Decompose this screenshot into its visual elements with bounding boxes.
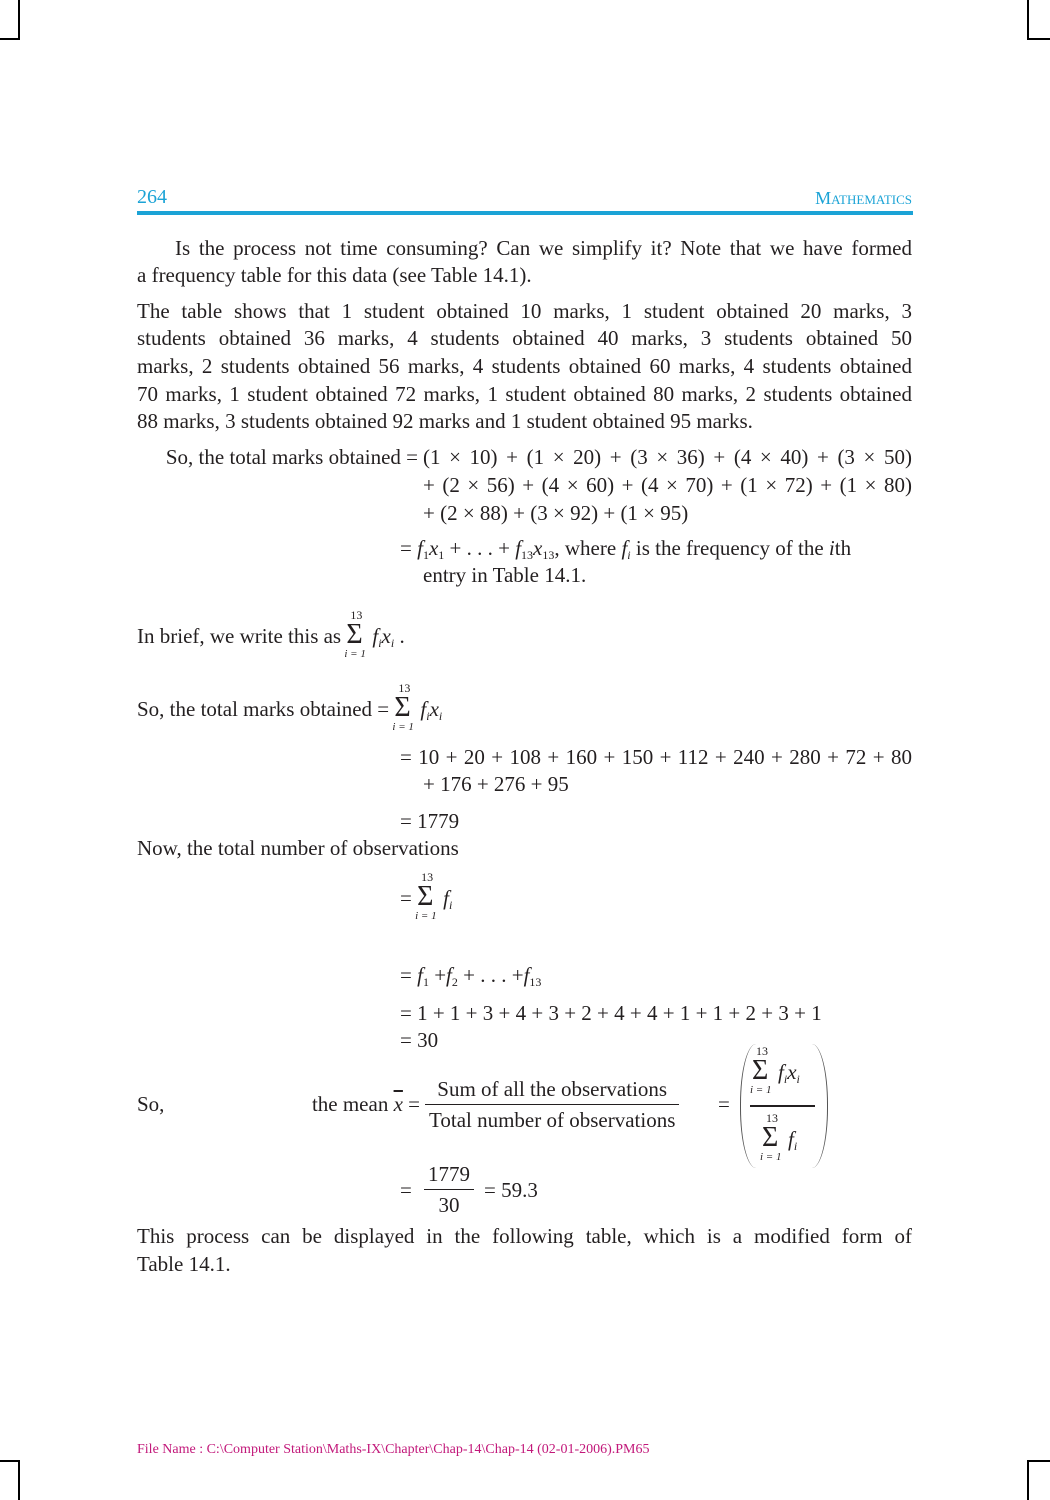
paragraph-line: a frequency table for this data (see Table 14.1). (137, 263, 532, 287)
crop-mark (18, 0, 20, 40)
crop-mark (1027, 0, 1029, 40)
page-number: 264 (137, 186, 167, 208)
general-sum-line: entry in Table 14.1. (423, 563, 587, 587)
so-label: So, (137, 1092, 165, 1116)
observations-sum: = Σ 13 i = 1 $f_i$ (400, 870, 453, 922)
header-rule (137, 211, 913, 215)
equation-line: + (2 × 56) + (4 × 60) + (4 × 70) + (1 × 72) + (1 × 80) (423, 473, 912, 497)
sigma-icon: Σ 13 i = 1 (750, 1044, 772, 1096)
mean-fraction: $\frac{\text{Sum of all the observations}}{\text{Total number of observations}}$ (425, 1074, 679, 1135)
brief-line: In brief, we write this as Σ 13 i = 1 $f_ix_i$ . (137, 608, 405, 660)
crop-mark (18, 1460, 20, 1500)
sigma-icon: Σ 13 i = 1 (760, 1111, 782, 1163)
running-title: Mathematics (815, 188, 912, 208)
equation-line: = 1 + 1 + 3 + 4 + 3 + 2 + 4 + 4 + 1 + 1 + 2 + 3 + 1 (400, 1001, 822, 1025)
observations-expansion: = $f_1 +f_2$ + . . . $+f_{13}$ (400, 963, 542, 989)
equation-line: + (2 × 88) + (3 × 92) + (1 × 95) (423, 501, 689, 525)
equation-line: = 10 + 20 + 108 + 160 + 150 + 112 + 240 + 280 + 72 + 80 (400, 745, 912, 769)
sigma-icon: Σ 13 i = 1 (415, 870, 437, 922)
paragraph-line: students obtained 36 marks, 4 students obtained 40 marks, 3 students obtained 50 (137, 326, 912, 350)
crop-mark (1027, 38, 1050, 40)
crop-mark (1027, 1460, 1029, 1500)
observations-label: Now, the total number of observations (137, 836, 459, 860)
fraction-bar (750, 1105, 815, 1107)
general-sum-line: = $f_1x_1$ + . . . + $f_{13}x_{13}$, where $f_i$ is the frequency of the ith (400, 536, 852, 562)
paragraph-line: marks, 2 students obtained 56 marks, 4 students obtained 60 marks, 4 students obtained (137, 354, 912, 378)
result-fraction: $\frac{1779}{30}$ (424, 1159, 474, 1220)
sigma-f: Σ 13 i = 1 $f_i$ (760, 1111, 798, 1163)
equation-line: = 30 (400, 1028, 439, 1052)
equation-line: + 176 + 276 + 95 (423, 772, 569, 796)
sigma-icon: Σ 13 i = 1 (392, 681, 414, 733)
equals: = (718, 1092, 730, 1116)
result-value: = 59.3 (484, 1178, 538, 1202)
crop-mark (0, 1460, 20, 1462)
equation-line: (1 × 10) + (1 × 20) + (3 × 36) + (4 × 40) + (3 × 50) (423, 445, 912, 469)
mean-label: the mean $\overline{x}$ = (311, 1092, 420, 1116)
crop-mark (1027, 1460, 1050, 1462)
total2-line: So, the total marks obtained = Σ 13 i = 1 $f_ix_i$ (137, 681, 443, 733)
paragraph-line: Is the process not time consuming? Can we simplify it? Note that we have formed (175, 236, 912, 260)
crop-mark (0, 38, 20, 40)
paragraph-line: The table shows that 1 student obtained 10 marks, 1 student obtained 20 marks, 3 (137, 299, 912, 323)
paragraph-line: Table 14.1. (137, 1252, 231, 1276)
equation-line: = 1779 (400, 809, 460, 833)
result-eq: = (400, 1178, 412, 1202)
footer-file-name: File Name : C:\Computer Station\Maths-IX\Chapter\Chap-14\Chap-14 (02-01-2006).PM65 (137, 1442, 650, 1457)
sigma-icon: Σ 13 i = 1 (344, 608, 366, 660)
paragraph-line: 70 marks, 1 student obtained 72 marks, 1 student obtained 80 marks, 2 students obtained (137, 382, 912, 406)
sigma-fx: Σ 13 i = 1 $f_ix_i$ (750, 1044, 800, 1096)
total-label: So, the total marks obtained = (165, 445, 418, 469)
paragraph-line: 88 marks, 3 students obtained 92 marks and 1 student obtained 95 marks. (137, 409, 753, 433)
paragraph-line: This process can be displayed in the following table, which is a modified form of (137, 1224, 912, 1248)
